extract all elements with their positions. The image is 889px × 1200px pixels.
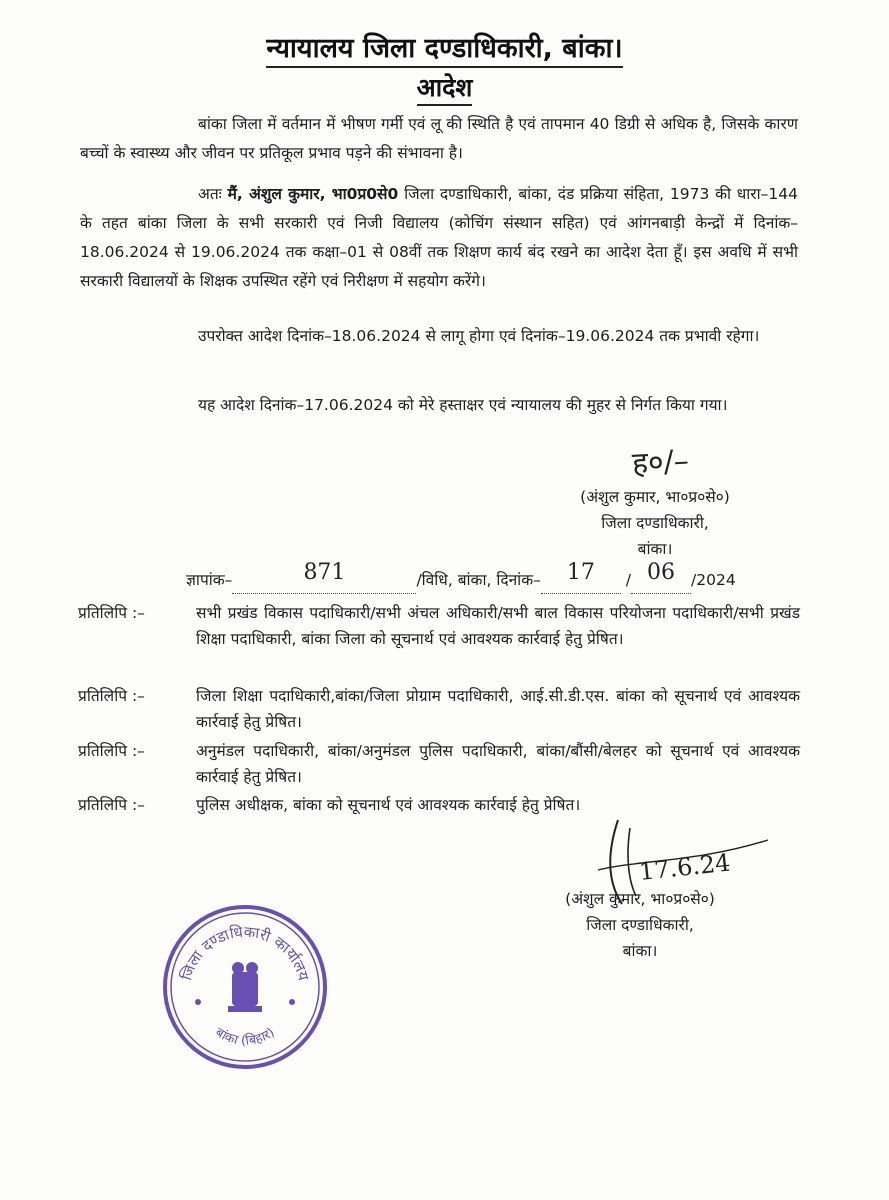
svg-text:जिला दण्डाधिकारी कार्यालय: जिला दण्डाधिकारी कार्यालय [177,922,313,983]
copy-text: जिला शिक्षा पदाधिकारी,बांका/जिला प्रोग्राम पदाधिकारी, आई.सी.डी.एस. बांका को सूचनार्थ एवं आवश्यक कार्रवाई हेतु प्रेषित। [196,687,800,731]
signatory-name: (अंशुल कुमार, भा०प्र०से०) [580,488,730,506]
paragraph-order: अतः मैं, अंशुल कुमार, भा0प्र0से0 जिला दण्डाधिकारी, बांका, दंड प्रक्रिया संहिता, 1973 की धारा–144 के तहत बांका जिला के सभी सरकारी एवं निजी विद्यालय (कोचिंग संस्थान सहित) एवं आंगनबाड़ी केन्द्रों में दिनांक–18.06.2024 से 19.06.2024 तक कक्षा–01 से 08वीं तक शिक्षण कार्य बंद रखने का आदेश देता हूँ। इस अवधि में सभी सरकारी विद्यालयों के शिक्षक उपस्थित रहेंगे एवं निरीक्षण में सहयोग करेंगे। [80,185,798,290]
paragraph-issued: यह आदेश दिनांक–17.06.2024 को मेरे हस्ताक्षर एवं न्यायालय की मुहर से निर्गत किया गया। [198,396,728,414]
court-title: न्यायालय जिला दण्डाधिकारी, बांका। [0,28,889,65]
office-seal-icon [160,902,330,1072]
signatory-place: बांका। [622,942,658,960]
paragraph-effective: उपरोक्त आदेश दिनांक–18.06.2024 से लागू होगा एवं दिनांक–19.06.2024 तक प्रभावी रहेगा। [198,327,760,345]
copy-text: सभी प्रखंड विकास पदाधिकारी/सभी अंचल अधिकारी/सभी बाल विकास परियोजना पदाधिकारी/सभी प्रखंड शिक्षा पदाधिकारी, बांका जिला को सूचनार्थ एवं आवश्यक कार्रवाई हेतु प्रेषित। [196,604,800,648]
copy-text: अनुमंडल पदाधिकारी, बांका/अनुमंडल पुलिस पदाधिकारी, बांका/बौंसी/बेलहर को सूचनार्थ एवं आवश्यक कार्रवाई हेतु प्रेषित। [196,742,800,786]
copy-label: प्रतिलिपि :– [78,604,145,622]
copy-label: प्रतिलिपि :– [78,687,145,705]
memo-number-field: 871 [232,566,416,594]
memo-month-field: 06 [631,566,691,594]
svg-text:17.6.24: 17.6.24 [637,848,732,886]
order-heading: आदेश [0,70,889,104]
signatory-designation: जिला दण्डाधिकारी, [586,916,694,934]
signature-block-2 [520,886,760,964]
copy-text: पुलिस अधीक्षक, बांका को सूचनार्थ एवं आवश्यक कार्रवाई हेतु प्रेषित। [196,796,581,814]
magistrate-name-bold: मैं, अंशुल कुमार, भा0प्र0से0 [227,185,399,203]
memo-line: ज्ञापांक– 871 /विधि, बांका, दिनांक– 17 / 06 /2024 [186,566,806,594]
signatory-name: (अंशुल कुमार, भा०प्र०से०) [565,890,715,908]
svg-text:बांका (बिहार): बांका (बिहार) [212,1025,278,1049]
copy-label: प्रतिलिपि :– [78,742,145,760]
copy-label: प्रतिलिपि :– [78,796,145,814]
signatory-place: बांका। [637,540,673,558]
signature-block-1 [535,484,775,562]
paragraph-heatwave: बांका जिला में वर्तमान में भीषण गर्मी एवं लू की स्थिति है एवं तापमान 40 डिग्री से अधिक है, जिसके कारण बच्चों के स्वास्थ्य और जीवन पर प्रतिकूल प्रभाव पड़ने की संभावना है। [80,115,798,162]
signed-mark: ह०/– [631,443,690,482]
memo-day-field: 17 [541,566,621,594]
signatory-designation: जिला दण्डाधिकारी, [601,514,709,532]
